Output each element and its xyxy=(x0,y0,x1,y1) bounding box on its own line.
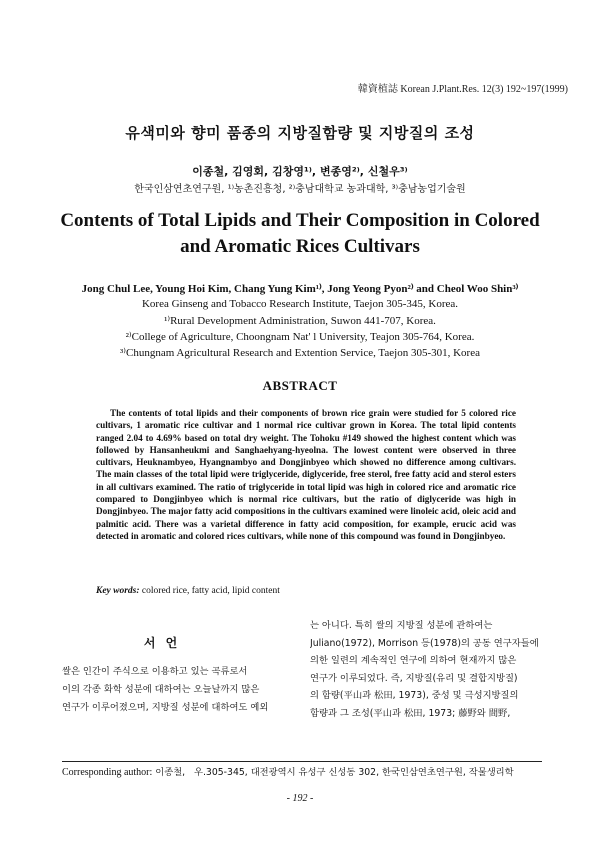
abstract-heading: ABSTRACT xyxy=(262,378,338,393)
footnote-divider xyxy=(62,761,542,762)
english-title xyxy=(40,208,560,260)
right-column-line: 는 아니다. 특히 쌀의 지방질 성분에 관하여는 xyxy=(310,620,493,631)
keywords-value: colored rice, fatty acid, lipid content xyxy=(141,586,280,596)
corresponding-author-footnote xyxy=(62,764,514,778)
abstract-text: The contents of total lipids and their components of brown rice grain were studied for 5 colored rice cultivars, 1 aromatic rice cultivar and 1 normal rice cultivar grown in Korea. The total lipid contents ranged 2.04 to 4.69% based on total dry weight. The Tohoku #149 showed the highest content which was followed by Hansanheukmi and Sanghaehyang-hyeolna. The lowest content were observed in three cultivars, Heuknambyeo, Hyangnambyo and Dongjinbyeo which showed no difference among cultivars. The main classes of the total lipid were triglyceride, diglyceride, free sterol, free fatty acid and sterol esters in all cultivars examined. The ratio of triglyceride in total lipid was high in colored rice and aromatic rice compared to Dongjinbyeo which is normal rice cultivars, but the ratio of diglyceride was high in Dongjinbyeo. The major fatty acid compositions in the cultivars examined were linoleic acid, oleic acid and palmitic acid. There was a varietal difference in fatty acid composition, for example, erucic acid was detected in aromatic and colored rices cultivars, while none of this compound was found in Dongjinbyeo. xyxy=(96,408,516,541)
keywords xyxy=(96,586,280,596)
english-authors: Jong Chul Lee, Young Hoi Kim, Chang Yung Kim¹⁾, Jong Yeong Pyon²⁾ and Cheol Woo Shin³⁾ xyxy=(81,283,519,295)
left-column-line: 이의 각종 화학 성분에 대하여는 오늘날까지 많은 xyxy=(62,684,260,695)
korean-affiliations: 한국인삼연초연구원, ¹⁾농촌진흥청, ²⁾충남대학교 농과대학, ³⁾충남농업기술원 xyxy=(134,184,466,195)
english-title-line1: Contents of Total Lipids and Their Composition in Colored xyxy=(60,210,540,231)
section-title-introduction: 서 언 xyxy=(143,636,181,650)
affiliation-3: ²⁾College of Agriculture, Choongnam Nat' l University, Teajon 305-764, Korea. xyxy=(125,331,475,343)
english-title-line2: and Aromatic Rices Cultivars xyxy=(180,236,420,257)
affiliation-2: ¹⁾Rural Development Administration, Suwon 441-707, Korea. xyxy=(164,315,436,327)
right-column-line: 함량과 그 조성(平山과 松田, 1973; 藤野와 間野, xyxy=(310,707,511,719)
right-column-line: 연구가 이루되었다. 즉, 지방질(유리 및 결합지방질) xyxy=(310,672,518,684)
left-column xyxy=(62,663,284,717)
left-column-line: 쌀은 인간이 주식으로 이용하고 있는 곡류로서 xyxy=(62,666,248,677)
right-column-line: 의한 일련의 계속적인 연구에 의하여 현재까지 많은 xyxy=(310,655,517,667)
left-column-line: 연구가 이루어졌으며, 지방질 성분에 대하여도 예외 xyxy=(62,702,269,713)
right-column-line: 의 함량(平山과 松田, 1973), 중성 및 극성지방질의 xyxy=(310,690,519,702)
footnote-label: Corresponding author: xyxy=(62,767,153,778)
keywords-label: Key words: xyxy=(96,586,140,596)
korean-authors: 이종철, 김영회, 김창영¹⁾, 변종영²⁾, 신철우³⁾ xyxy=(192,165,408,178)
footnote-text: 이종철, 우.305-345, 대전광역시 유성구 신성동 302, 한국인삼연초연구원, 작물생리학 xyxy=(155,767,514,778)
affiliation-4: ³⁾Chungnam Agricultural Research and Extention Service, Taejon 305-301, Korea xyxy=(120,347,480,359)
right-column xyxy=(310,617,542,723)
korean-title: 유색미와 향미 품종의 지방질함량 및 지방질의 조성 xyxy=(125,124,475,142)
right-column-line: Juliano(1972), Morrison 등(1978)의 공동 연구자들에 xyxy=(310,637,539,649)
journal-reference: 韓資植誌 Korean J.Plant.Res. 12(3) 192~197(1999) xyxy=(357,84,568,95)
affiliation-1: Korea Ginseng and Tobacco Research Institute, Taejon 305-345, Korea. xyxy=(141,298,459,310)
page-number: - 192 - xyxy=(286,793,314,804)
